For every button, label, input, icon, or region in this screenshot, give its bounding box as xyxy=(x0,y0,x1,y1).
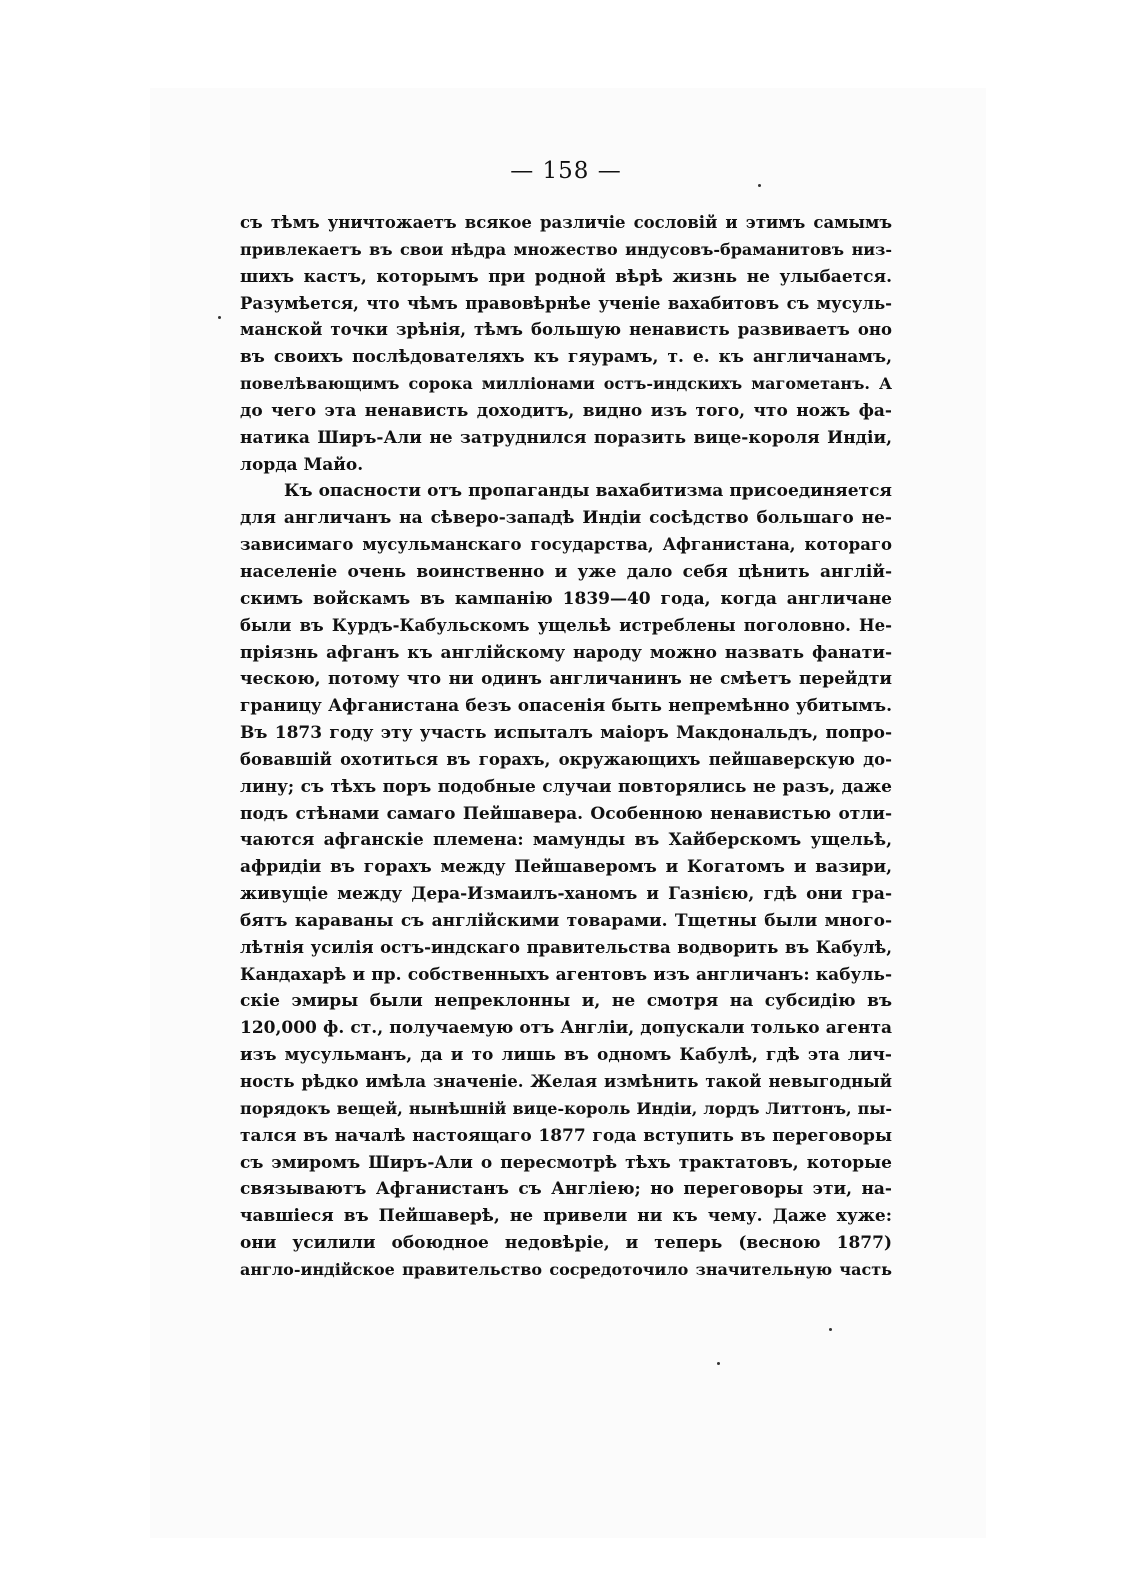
text-line: шихъ кастъ, которымъ при родной вѣрѣ жизнь не улыбается. xyxy=(240,266,892,287)
scan-speck xyxy=(218,316,221,319)
text-line: манской точки зрѣнія, тѣмъ большую ненависть развиваетъ оно xyxy=(240,320,892,340)
text-line: для англичанъ на сѣверо-западѣ Индіи сосѣдство большаго не- xyxy=(240,508,892,529)
text-line: ность рѣдко имѣла значеніе. Желая измѣнить такой невыгодный xyxy=(240,1072,892,1091)
text-line: 120,000 ф. ст., получаемую отъ Англіи, допускали только агента xyxy=(240,1018,892,1039)
text-line: ческою, потому что ни одинъ англичанинъ не смѣетъ перейдти xyxy=(240,669,892,690)
text-line: въ своихъ послѣдователяхъ къ гяурамъ, т. е. къ англичанамъ, xyxy=(240,347,892,368)
text-line: чаются афганскіе племена: мамунды въ Хайберскомъ ущельѣ, xyxy=(240,830,892,851)
text-line: бовавшій охотиться въ горахъ, окружающихъ пейшаверскую до- xyxy=(240,749,892,769)
text-line: повелѣвающимъ сорока милліонами остъ-индскихъ магометанъ. А xyxy=(240,374,892,394)
text-line: скіе эмиры были непреклонны и, не смотря на субсидію въ xyxy=(240,991,892,1012)
text-line: съ тѣмъ уничтожаетъ всякое различіе сословій и этимъ самымъ xyxy=(240,213,892,232)
text-line: изъ мусульманъ, да и то лишь въ одномъ Кабулѣ, гдѣ эта лич- xyxy=(240,1045,892,1066)
text-line: афридіи въ горахъ между Пейшаверомъ и Когатомъ и вазири, xyxy=(240,857,892,878)
text-line: зависимаго мусульманскаго государства, Афганистана, котораго xyxy=(240,535,892,555)
text-line: Разумѣется, что чѣмъ правовѣрнѣе ученіе вахабитовъ съ мусуль- xyxy=(240,293,892,313)
text-line: чавшіеся въ Пейшаверѣ, не привели ни къ чему. Даже хуже: xyxy=(240,1206,892,1227)
text-line: привлекаетъ въ свои нѣдра множество индусовъ-браманитовъ низ- xyxy=(240,239,892,259)
text-line: они усилили обоюдное недовѣріе, и теперь (весною 1877) xyxy=(240,1233,892,1254)
text-line: границу Афганистана безъ опасенія быть непремѣнно убитымъ. xyxy=(240,696,892,717)
text-line: связываютъ Афганистанъ съ Англіею; но переговоры эти, на- xyxy=(240,1179,892,1200)
text-line: были въ Курдъ-Кабульскомъ ущельѣ истреблены поголовно. Не- xyxy=(240,615,892,635)
body-text xyxy=(240,210,892,1284)
scan-speck xyxy=(717,1362,720,1365)
text-line: съ эмиромъ Ширъ-Али о пересмотрѣ тѣхъ трактатовъ, которые xyxy=(240,1152,892,1173)
text-line: живущіе между Дера-Измаилъ-ханомъ и Газнією, гдѣ они гра- xyxy=(240,884,892,905)
text-line: порядокъ вещей, нынѣшній вице-король Индіи, лордъ Литтонъ, пы- xyxy=(240,1098,892,1118)
scan-speck xyxy=(829,1328,832,1331)
text-line: подъ стѣнами самаго Пейшавера. Особенною ненавистью отли- xyxy=(240,803,892,824)
text-line: Въ 1873 году эту участь испыталъ маіоръ Макдональдъ, попро- xyxy=(240,723,892,744)
paragraph-first-line: Къ опасности отъ пропаганды вахабитизма присоединяется xyxy=(284,481,892,502)
text-line: пріязнь афганъ къ англійскому народу можно назвать фанати- xyxy=(240,642,892,663)
page-number: — 158 — xyxy=(510,158,622,184)
text-line: лину; съ тѣхъ поръ подобные случаи повторялись не разъ, даже xyxy=(240,776,892,797)
text-line: лорда Майо. xyxy=(240,454,364,475)
text-line: англо-индійское правительство сосредоточило значительную часть xyxy=(240,1259,892,1279)
text-line: тался въ началѣ настоящаго 1877 года вступить въ переговоры xyxy=(240,1125,892,1146)
text-line: населеніе очень воинственно и уже дало себя цѣнить англій- xyxy=(240,561,892,582)
text-line: натика Ширъ-Али не затруднился поразить вице-короля Индіи, xyxy=(240,427,892,448)
text-line: лѣтнія усилія остъ-индскаго правительства водворить въ Кабулѣ, xyxy=(240,937,892,957)
text-line: Кандахарѣ и пр. собственныхъ агентовъ изъ англичанъ: кабуль- xyxy=(240,964,892,985)
text-line: до чего эта ненависть доходитъ, видно изъ того, что ножъ фа- xyxy=(240,400,892,421)
text-line: бятъ караваны съ англійскими товарами. Тщетны были много- xyxy=(240,910,892,931)
text-line: скимъ войскамъ въ кампанію 1839—40 года, когда англичане xyxy=(240,588,892,609)
scan-speck xyxy=(758,184,761,187)
